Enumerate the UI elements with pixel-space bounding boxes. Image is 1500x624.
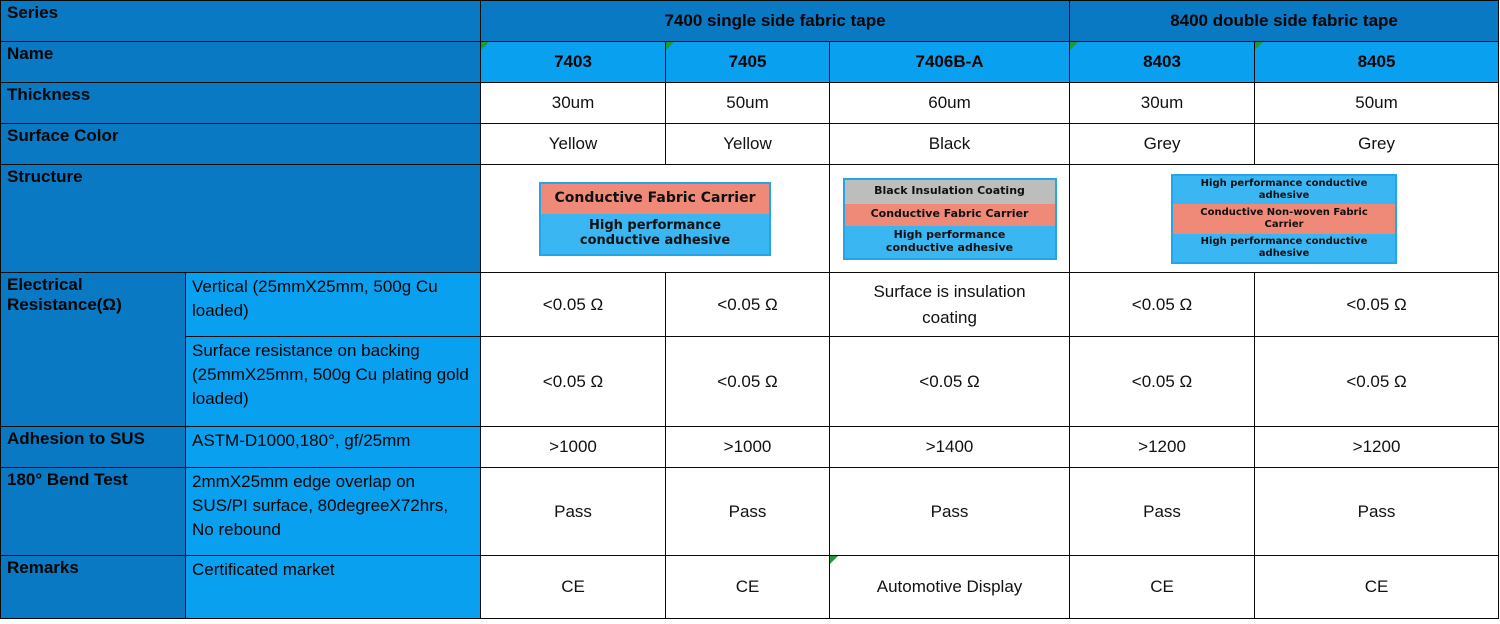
surface-color-row	[1, 124, 1499, 165]
bend-test-condition: 2mmX25mm edge overlap on SUS/PI surface, 80degreeX72hrs, No rebound	[186, 468, 481, 556]
electrical-vertical-value: <0.05 Ω	[1255, 273, 1499, 337]
thickness-value: 50um	[1255, 83, 1499, 124]
surface-color-value: Grey	[1070, 124, 1255, 165]
electrical-vertical-condition: Vertical (25mmX25mm, 500g Cu loaded)	[186, 273, 481, 337]
thickness-row	[1, 83, 1499, 124]
electrical-vertical-value: <0.05 Ω	[666, 273, 830, 337]
remarks-value: CE	[1070, 556, 1255, 619]
product-name	[830, 42, 1070, 83]
bend-test-value: Pass	[1255, 468, 1499, 556]
adhesion-value: >1000	[481, 427, 666, 468]
remarks-value-text: Automotive Display	[876, 577, 1023, 596]
comment-marker	[666, 42, 674, 50]
remarks-value: CE	[1255, 556, 1499, 619]
electrical-surface-condition: Surface resistance on backing (25mmX25mm, 500g Cu plating gold loaded)	[186, 337, 481, 427]
thickness-value: 30um	[481, 83, 666, 124]
product-name-text: 7405	[728, 52, 767, 71]
bend-test-label: 180° Bend Test	[1, 468, 186, 556]
remarks-value: CE	[666, 556, 830, 619]
name-row	[1, 42, 1499, 83]
adhesion-row	[1, 427, 1499, 468]
electrical-surface-value: <0.05 Ω	[481, 337, 666, 427]
layer-stack-double	[1171, 174, 1397, 264]
surface-color-value: Yellow	[481, 124, 666, 165]
product-name	[1255, 42, 1499, 83]
layer-adhesive: High performance conductive adhesive	[845, 226, 1055, 258]
surface-color-label: Surface Color	[1, 124, 481, 165]
adhesion-value: >1200	[1255, 427, 1499, 468]
comment-marker	[830, 556, 838, 564]
thickness-value: 50um	[666, 83, 830, 124]
product-name	[1070, 42, 1255, 83]
remarks-value: CE	[481, 556, 666, 619]
remarks-value	[830, 556, 1070, 619]
adhesion-condition: ASTM-D1000,180°, gf/25mm	[186, 427, 481, 468]
structure-8400-double	[1070, 165, 1499, 273]
structure-7406b-a	[830, 165, 1070, 273]
electrical-vertical-row	[1, 273, 1499, 337]
structure-row	[1, 165, 1499, 273]
series-label: Series	[1, 1, 481, 42]
electrical-surface-value: <0.05 Ω	[666, 337, 830, 427]
structure-7400-single	[481, 165, 830, 273]
adhesion-label: Adhesion to SUS	[1, 427, 186, 468]
product-name	[666, 42, 830, 83]
remarks-label: Remarks	[1, 556, 186, 619]
bend-test-row	[1, 468, 1499, 556]
adhesion-value: >1400	[830, 427, 1070, 468]
electrical-vertical-value: Surface is insulation coating	[830, 273, 1070, 337]
surface-color-value: Yellow	[666, 124, 830, 165]
electrical-surface-value: <0.05 Ω	[830, 337, 1070, 427]
product-name-text: 8403	[1143, 52, 1181, 71]
product-name-text: 8405	[1357, 52, 1396, 71]
product-name	[481, 42, 666, 83]
series-row	[1, 1, 1499, 42]
remarks-condition: Certificated market	[186, 556, 481, 619]
layer-stack-insulated	[843, 178, 1057, 260]
series-group-8400: 8400 double side fabric tape	[1070, 1, 1499, 42]
series-group-7400: 7400 single side fabric tape	[481, 1, 1070, 42]
product-name-text: 7406B-A	[915, 52, 984, 71]
remarks-row	[1, 556, 1499, 619]
adhesion-value: >1200	[1070, 427, 1255, 468]
product-name-text: 7403	[554, 52, 592, 71]
comment-marker	[1255, 42, 1263, 50]
structure-label: Structure	[1, 165, 481, 273]
thickness-label: Thickness	[1, 83, 481, 124]
surface-color-value: Grey	[1255, 124, 1499, 165]
layer-carrier: Conductive Fabric Carrier	[541, 184, 769, 214]
bend-test-value: Pass	[481, 468, 666, 556]
electrical-vertical-value: <0.05 Ω	[481, 273, 666, 337]
electrical-surface-value: <0.05 Ω	[1255, 337, 1499, 427]
electrical-surface-value: <0.05 Ω	[1070, 337, 1255, 427]
comment-marker	[1070, 42, 1078, 50]
layer-carrier: Conductive Non-woven Fabric Carrier	[1173, 204, 1395, 234]
layer-carrier: Conductive Fabric Carrier	[845, 204, 1055, 226]
electrical-label: Electrical Resistance(Ω)	[1, 273, 186, 427]
comment-marker	[481, 42, 489, 50]
bend-test-value: Pass	[1070, 468, 1255, 556]
electrical-vertical-value: <0.05 Ω	[1070, 273, 1255, 337]
layer-coating: Black Insulation Coating	[845, 180, 1055, 204]
thickness-value: 60um	[830, 83, 1070, 124]
bend-test-value: Pass	[830, 468, 1070, 556]
layer-adhesive-bottom: High performance conductive adhesive	[1173, 234, 1395, 262]
thickness-value: 30um	[1070, 83, 1255, 124]
layer-adhesive: High performance conductive adhesive	[541, 214, 769, 254]
electrical-surface-row	[1, 337, 1499, 427]
layer-stack-single	[539, 182, 771, 256]
name-label: Name	[1, 42, 481, 83]
layer-adhesive-top: High performance conductive adhesive	[1173, 176, 1395, 204]
adhesion-value: >1000	[666, 427, 830, 468]
bend-test-value: Pass	[666, 468, 830, 556]
surface-color-value: Black	[830, 124, 1070, 165]
